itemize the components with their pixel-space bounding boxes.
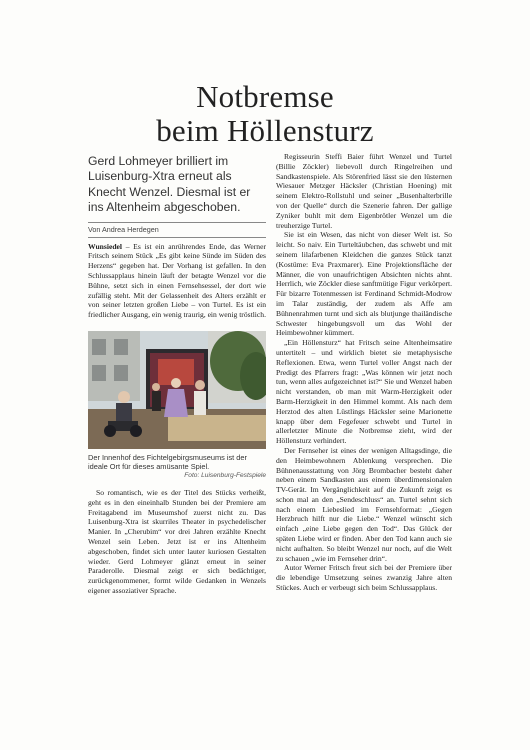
dateline: Wunsiedel [88, 241, 123, 251]
stage-scene-image [88, 331, 266, 449]
body-paragraph: Autor Werner Fritsch freut sich bei der Premiere über die lebendige Umsetzung seines zwanzig Jahre alten Stückes. Auch er verbeugt sich beim Schlussapplaus. [276, 563, 452, 593]
left-column [88, 152, 266, 596]
byline-text: Von Andrea Herdegen [88, 224, 159, 234]
body-paragraph: Der Fernseher ist eines der wenigen Alltagsdinge, die den Heimbewohnern Ablenkung versprechen. Die Bühnenausstattung von Jörg Brombacher besteht daher neben einem Sandkasten aus einem überdimensionalen TV-Gerät. Im Vergänglichkeit auf die Zukunft zeigt es schon mal an den „Sendeschluss“ an. Turtel sehnt sich nach einem Liebeslied im Fernsehformat: „Gegen Herzbruch hilft nur die Liebe.“ Wenzel wünscht sich einfach „eine Liebe gegen den Tod“. Das Glück der späten Liebe wird er finden. Aber den Tod kann auch sie nicht aufhalten. So bleibt Wenzel nur noch, auf die Welt zu schauen „wie im Fernseher drin“. [276, 445, 452, 563]
lead-text: – Es ist ein anrührendes Ende, das Werner Fritsch seinem Stück „Es gibt keine Sünde im Süden des Herzens“ gegeben hat. Der Vorhang ist gefallen. In den Schlussapplaus hinein läuft der betagte Wenzel vor die Bühne, setzt sich in einen Fernsehsessel, der dort wie zufällig steht. Mit der Gelassenheit des Alters erzählt er von seiner letzten großen Liebe – von Turtel. Es ist ein friedlicher Ausgang, ein wenig traurig, ein wenig tröstlich. [88, 241, 266, 320]
right-column [276, 152, 452, 593]
body-paragraph: Sie ist ein Wesen, das nicht von dieser Welt ist. So leicht. So naiv. Ein Turteltäubchen, das schwebt und mit seinem lilafarbenen Kleidchen die ganzes Stück tanzt (Kostüme: Eva Praxmarer). Eine Projektionsfläche der Männer, die von unaufrichtigen Absichten nichts ahnt. Herrlich, wie Zöckler diese sanftmütige Figur verkörpert. Für bizarre Totenmessen ist Ferdinand Schmidt-Modrow im Talar zuständig, der zudem als Affe am Bühnenrahmen turnt und sich als blutjunge thailändische Schwester hingebungsvoll um das Wohl der Heimbewohner kümmert. [276, 230, 452, 338]
article-photo [88, 331, 266, 449]
article-subhead: Gerd Lohmeyer brilliert im Luisenburg-Xtra erneut als Knecht Wenzel. Diesmal ist er ins Altenheim abgeschoben. [88, 154, 251, 215]
article-headline [60, 80, 470, 148]
byline [88, 222, 266, 235]
lead-paragraph [88, 242, 266, 320]
body-paragraph: So romantisch, wie es der Titel des Stücks verheißt, geht es in den eineinhalb Stunden bei der Premiere am Freitagabend im Museumshof zuerst nicht zu. Das Luisenburg-Xtra ist skurriles Theater in psychedelischer Manier. In „Cherubim“ vor drei Jahren erzählte Knecht Wenzel sein Leben. Jetzt ist er ins Altenheim abgeschoben, findet sich unter lauter kuriosen Gestalten wieder. Gerd Lohmeyer glänzt erneut in seiner Paraderolle. Diesmal zeigt er sich bedächtiger, zurückgenommener, formt wilde Gedanken in Wenzels eigener assoziativer Sprache. [88, 488, 266, 595]
photo-credit: Foto: Luisenburg-Festspiele [184, 472, 266, 479]
photo-caption: Der Innenhof des Fichtelgebirgsmuseums ist der ideale Ort für dieses amüsante Spiel. [88, 453, 247, 471]
byline-divider [88, 237, 266, 238]
headline-line-1: Notbremse [196, 79, 334, 114]
body-paragraph: „Ein Höllensturz“ hat Fritsch seine Altenheimsatire untertitelt – und wirklich bietet sie metaphysische Reflexionen. Etwa, wenn Turtel voller Angst nach der Predigt des Pfarrers fragt: „Was können wir jetzt noch tun, wenn alles aufgezeichnet ist?“ Sie und Wenzel haben nicht verstanden, ob man mit Warm-Herzigkeit oder Barm-Herzigkeit in den Himmel kommt. Als nach dem Herztod des alten Lüstlings Häcksler seine Marionette knapp über dem Fegefeuer schwebt und Turtel in allerletzter Minute die Notbremse zieht, wird der Höllensturz verhindert. [276, 338, 452, 446]
body-paragraph: Regisseurin Steffi Baier führt Wenzel und Turtel (Billie Zöckler) liebevoll durch Ringelreihen und Sandkastenspiele. Als Störenfried lässt sie den lüsternen Wiesauer Metzger Häcksler (Christian Hoening) mit seinem Elektro-Rollstuhl und seiner „Busenhalterbrille von der Quelle“ durch die Szenerie fahren. Der gallige Zyniker buhlt mit dem Eigenbrötler Wenzel um die treuherzige Turtel. [276, 152, 452, 230]
headline-line-2: beim Höllensturz [156, 113, 374, 148]
